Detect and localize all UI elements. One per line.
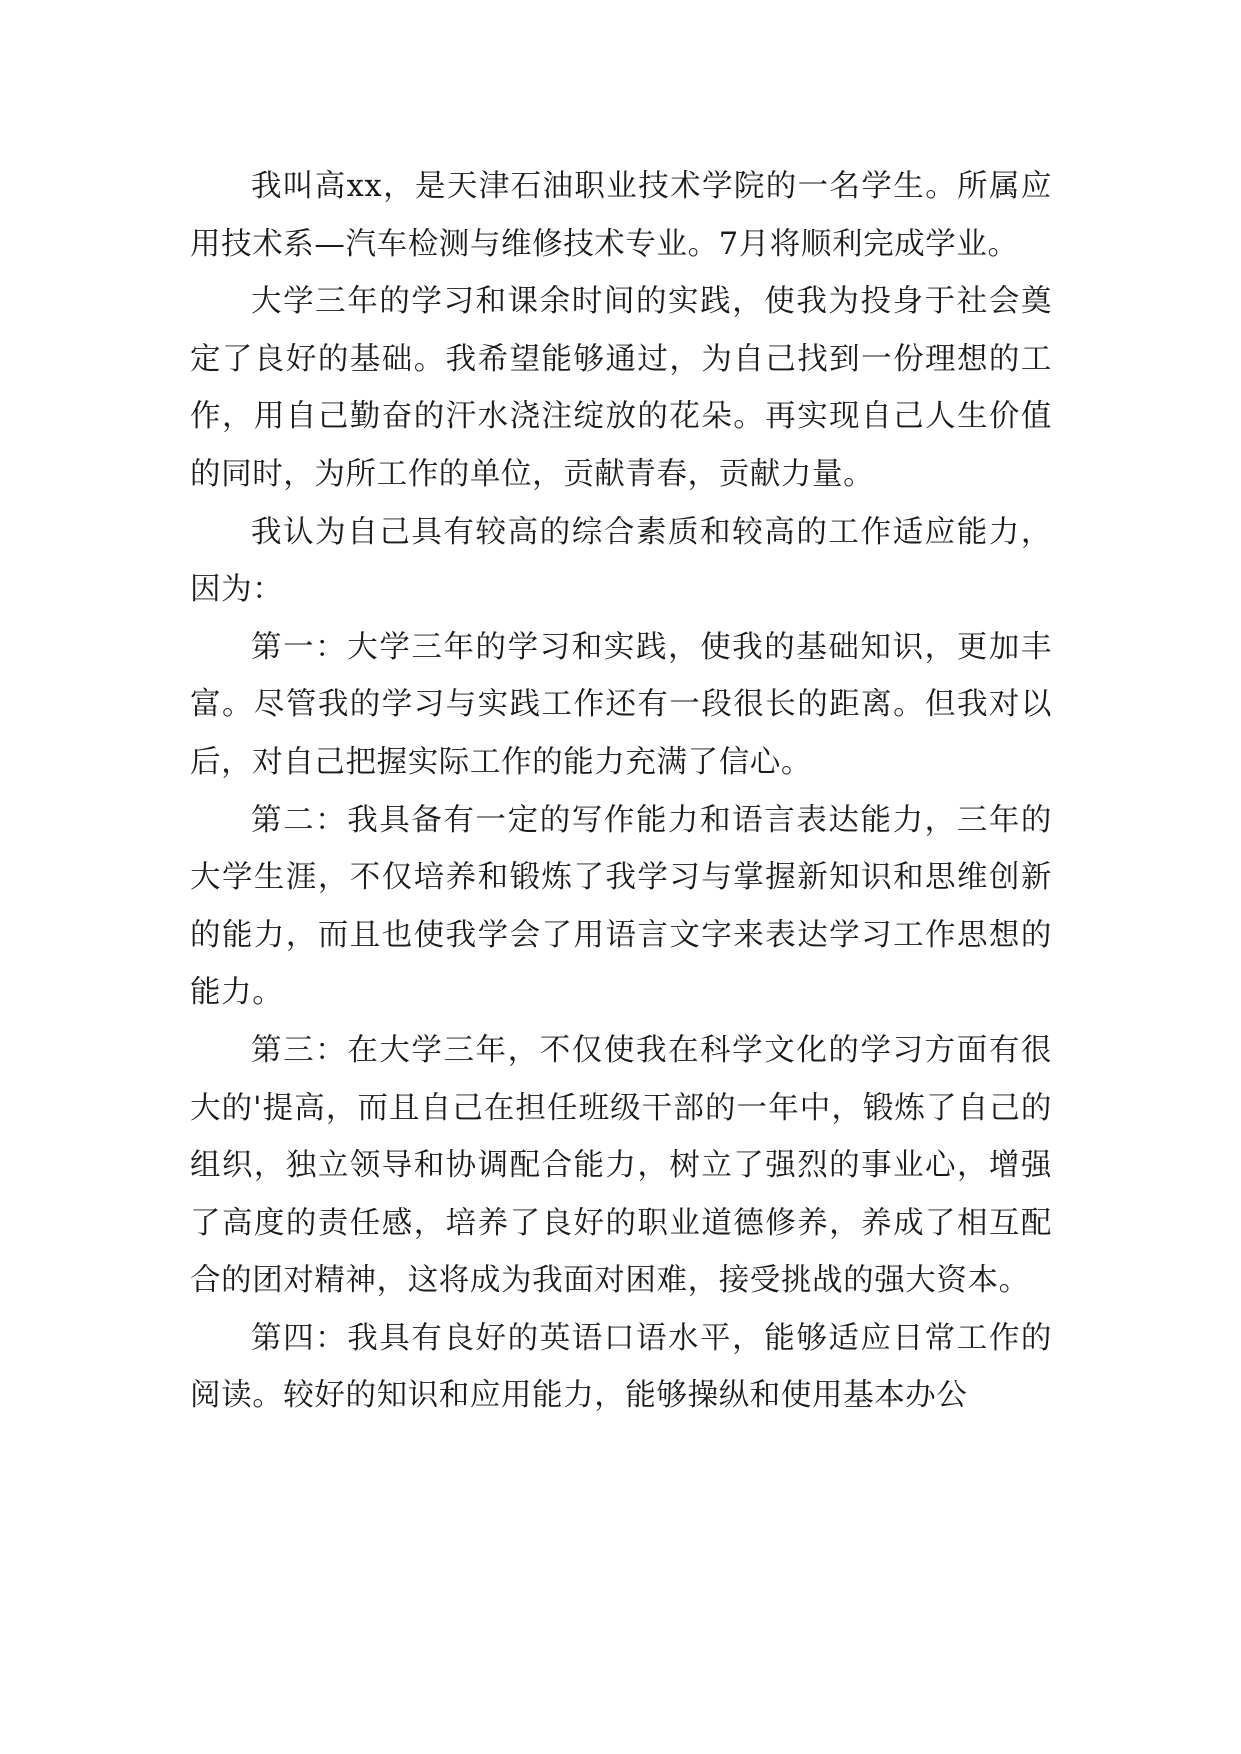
- paragraph-point-second: 第二：我具备有一定的写作能力和语言表达能力，三年的大学生涯，不仅培养和锻炼了我学习与掌握新知识和思维创新的能力，而且也使我学会了用语言文字来表达学习工作思想的能力。: [190, 802, 1052, 1011]
- document-body: [190, 158, 1052, 1425]
- paragraph-intro: 我叫高xx，是天津石油职业技术学院的一名学生。所属应用技术系—汽车检测与维修技术专业。7月将顺利完成学业。: [190, 169, 1052, 262]
- paragraph-university-practice: 大学三年的学习和课余时间的实践，使我为投身于社会奠定了良好的基础。我希望能够通过，为自己找到一份理想的工作，用自己勤奋的汗水浇注绽放的花朵。再实现自己人生价值的同时，为所工作的单位，贡献青春，贡献力量。: [190, 284, 1052, 492]
- paragraph-point-third: 第三：在大学三年，不仅使我在科学文化的学习方面有很大的'提高，而且自己在担任班级干部的一年中，锻炼了自己的组织，独立领导和协调配合能力，树立了强烈的事业心，增强了高度的责任感，培养了良好的职业道德修养，养成了相互配合的团对精神，这将成为我面对困难，接受挑战的强大资本。: [190, 1032, 1052, 1299]
- paragraph-abilities-intro: 我认为自己具有较高的综合素质和较高的工作适应能力，因为：: [190, 514, 1052, 608]
- paragraph-point-first: 第一：大学三年的学习和实践，使我的基础知识，更加丰富。尽管我的学习与实践工作还有一段很长的距离。但我对以后，对自己把握实际工作的能力充满了信心。: [190, 629, 1052, 780]
- paragraph-point-fourth: 第四：我具有良好的英语口语水平，能够适应日常工作的阅读。较好的知识和应用能力，能够操纵和使用基本办公: [190, 1320, 1052, 1414]
